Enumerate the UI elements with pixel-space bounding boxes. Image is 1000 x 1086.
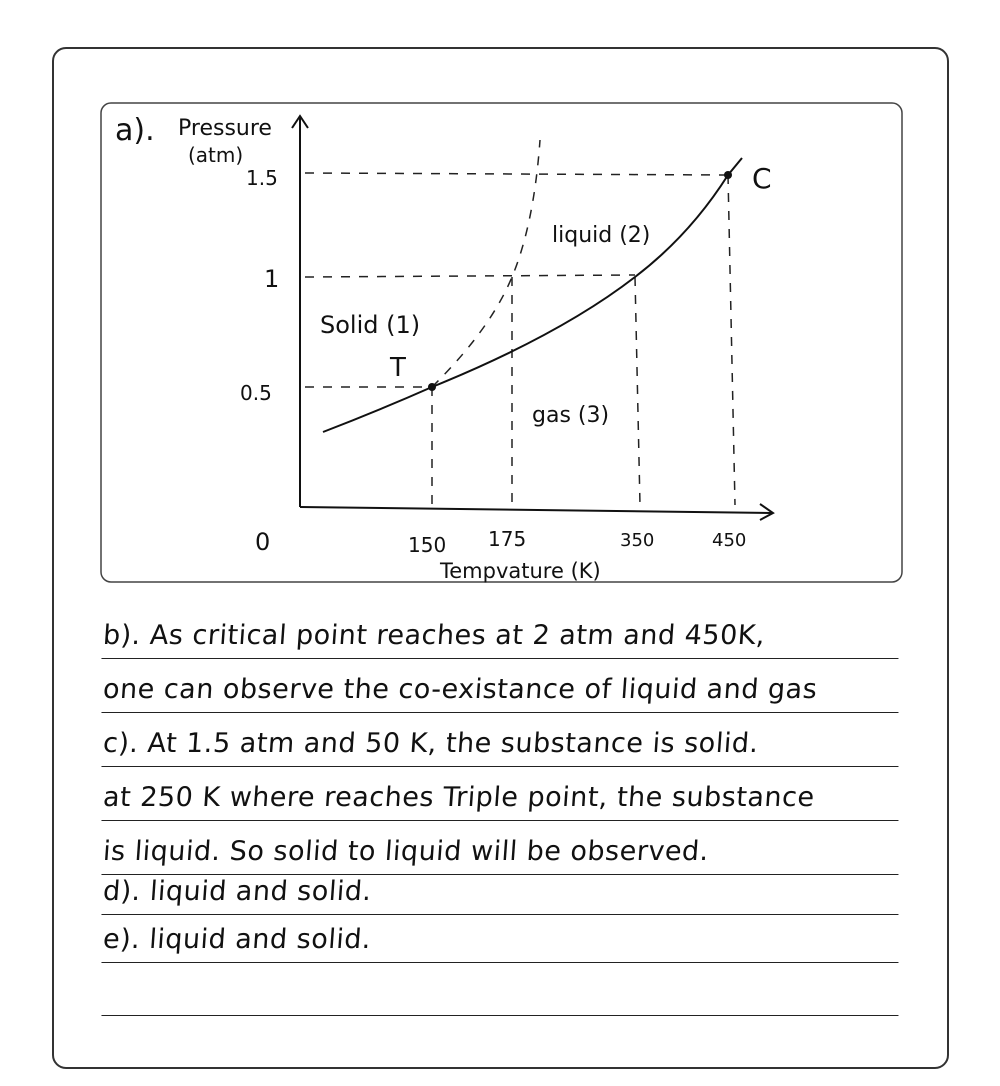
critical-point-label: C — [752, 162, 772, 195]
region-gas-label: gas (3) — [532, 403, 610, 428]
answer-line: one can observe the co-existance of liquid and gas — [101, 668, 901, 713]
x-axis — [300, 507, 772, 513]
answer-line: e). liquid and solid. — [101, 918, 901, 963]
x-tick: 175 — [488, 527, 527, 551]
x-tick: 350 — [620, 530, 655, 551]
triple-point-marker — [428, 383, 436, 391]
y-tick: 1 — [264, 265, 280, 293]
critical-point-marker — [724, 171, 732, 179]
y-axis-unit: (atm) — [188, 143, 244, 167]
x-tick: 150 — [408, 533, 447, 557]
region-solid-label: Solid (1) — [320, 311, 421, 339]
answer-line: b). As critical point reaches at 2 atm and 450K, — [101, 614, 901, 659]
answer-line — [101, 971, 901, 1016]
answer-line: is liquid. So solid to liquid will be observed. — [101, 830, 901, 875]
answer-line: d). liquid and solid. — [101, 870, 901, 915]
origin-label: 0 — [255, 528, 271, 556]
y-axis-label: Pressure — [178, 116, 272, 141]
x-tick: 450 — [712, 530, 747, 551]
part-a-label: a). — [115, 113, 155, 148]
triple-point-label: T — [390, 353, 406, 383]
x-axis-label: Tempvature (K) — [440, 559, 601, 583]
y-tick: 1.5 — [246, 166, 278, 190]
region-liquid-label: liquid (2) — [552, 223, 651, 248]
answer-line: at 250 K where reaches Triple point, the substance — [101, 776, 901, 821]
y-tick: 0.5 — [240, 381, 272, 405]
answer-line: c). At 1.5 atm and 50 K, the substance is solid. — [101, 722, 901, 767]
